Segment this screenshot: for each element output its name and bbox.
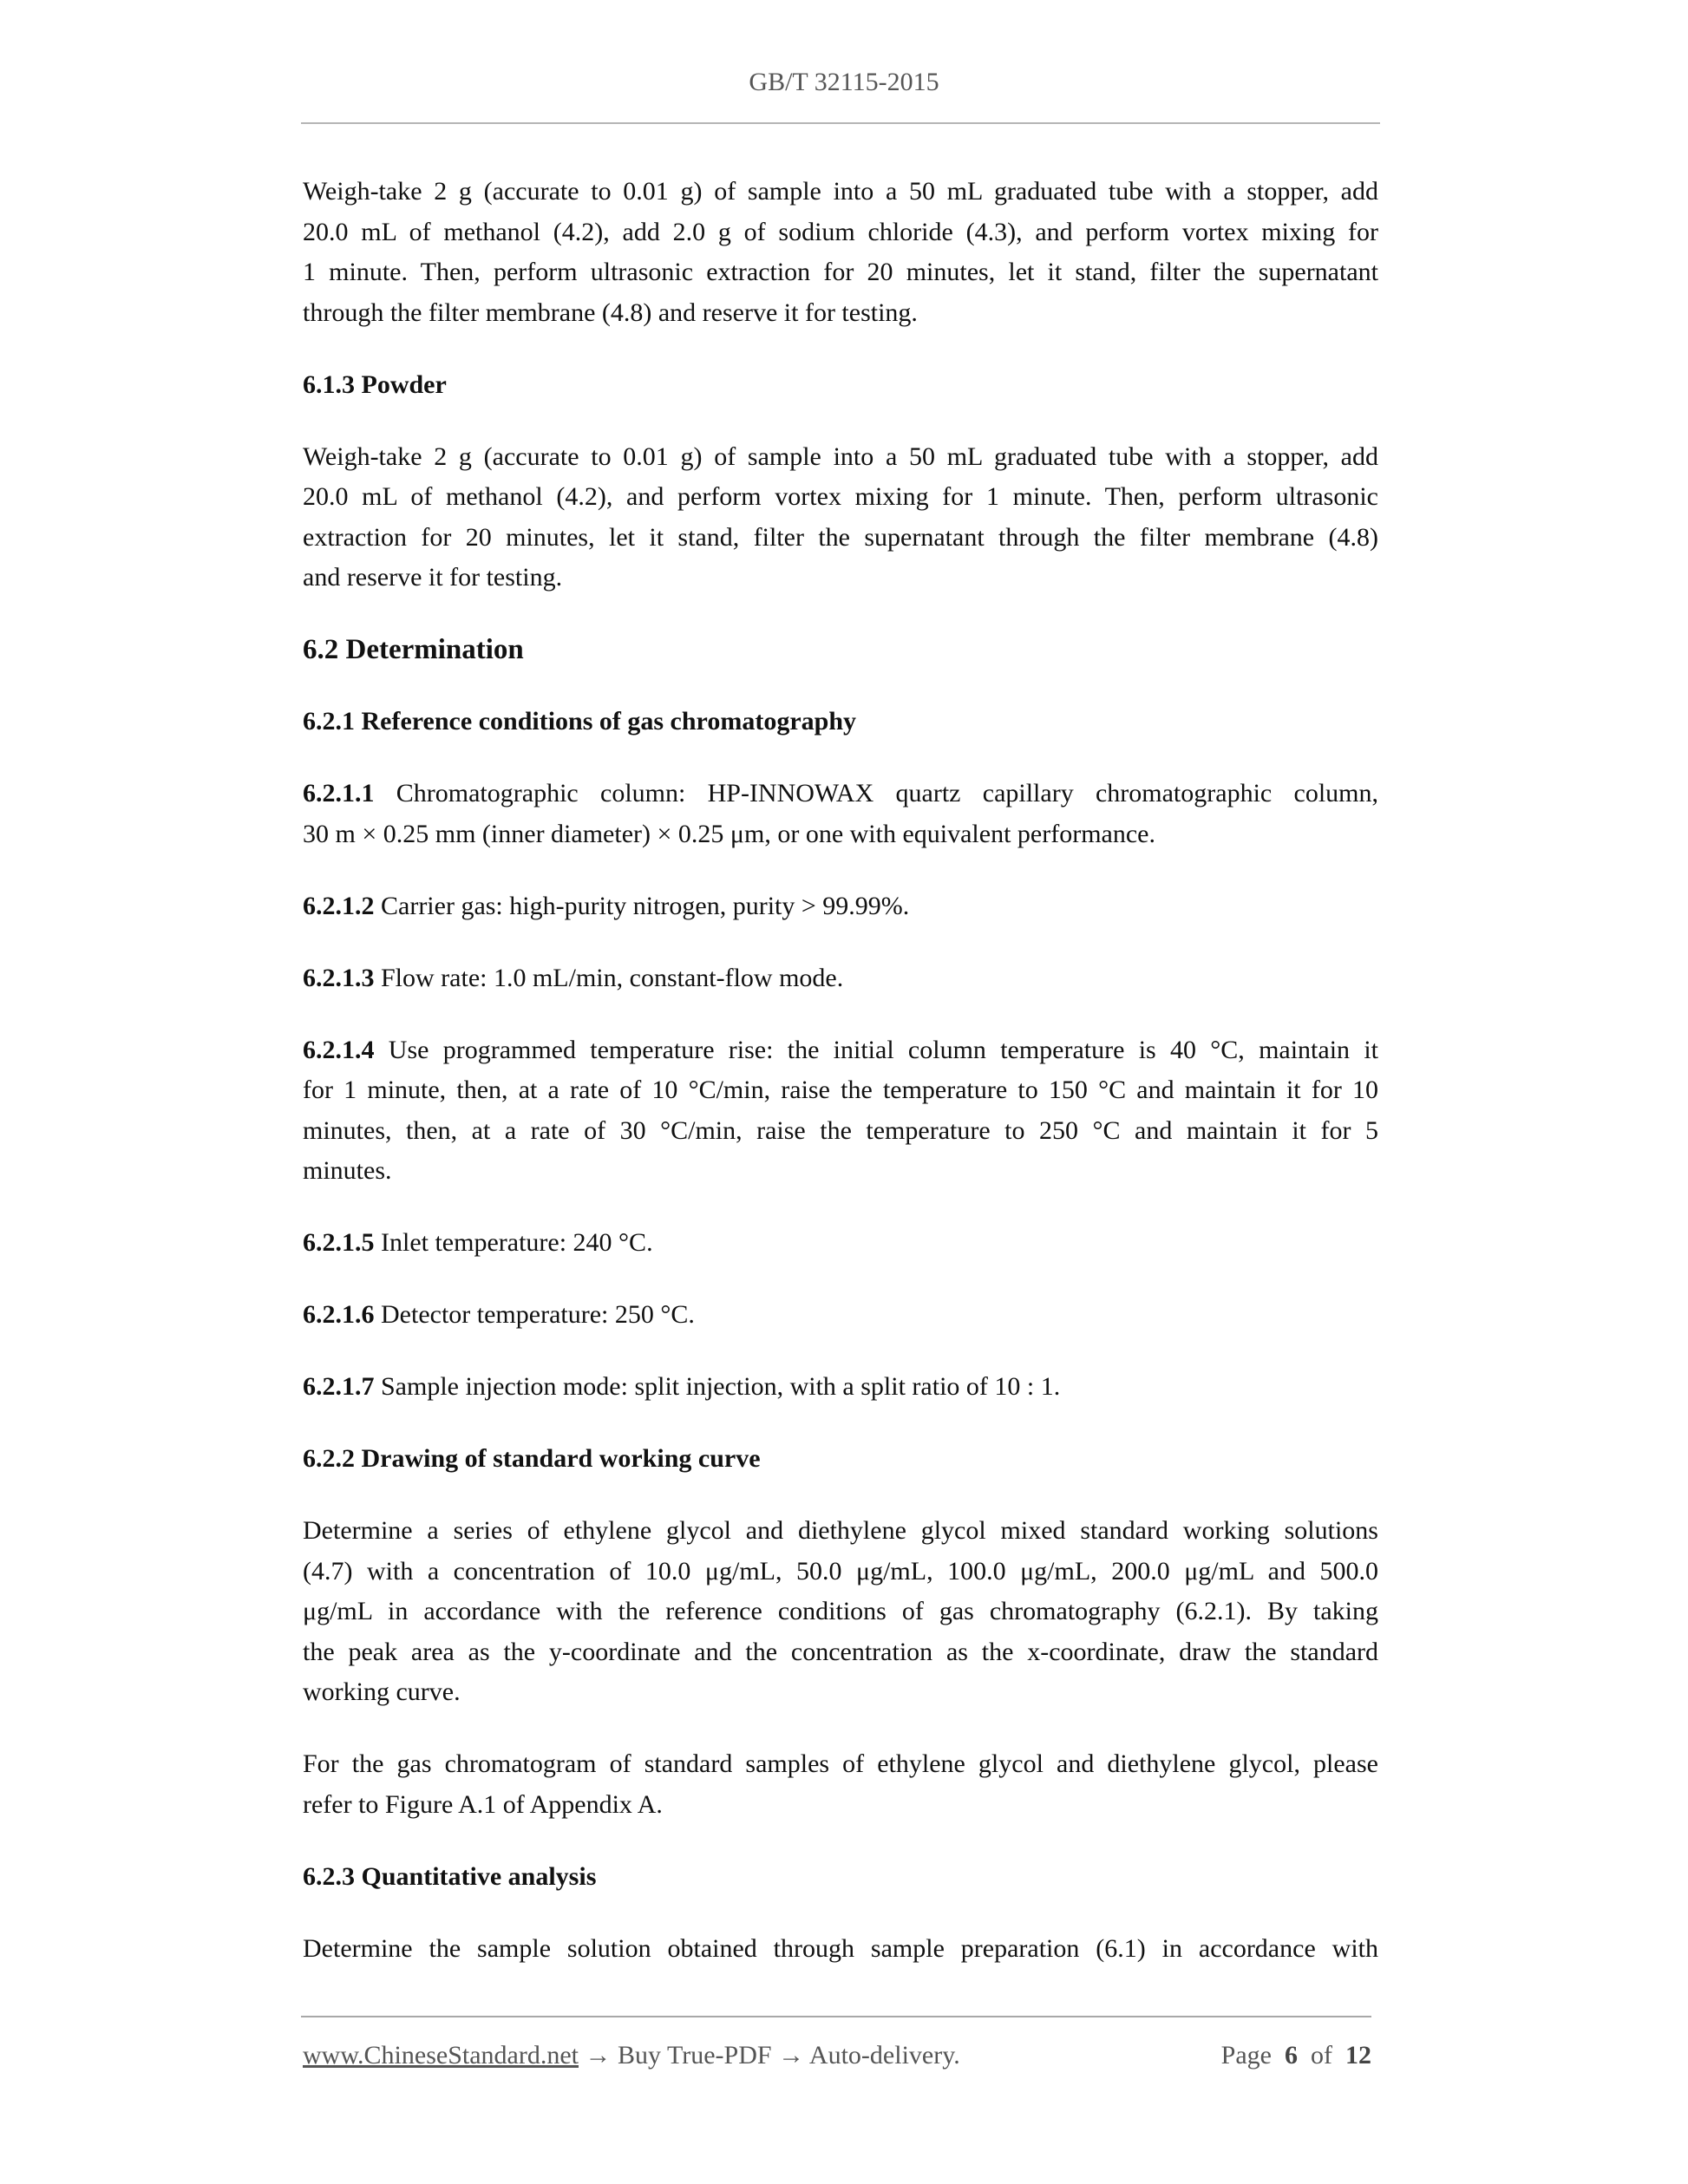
section-heading: 6.2.2 Drawing of standard working curve [303, 1444, 761, 1473]
clause-number: 6.2.1.6 [303, 1300, 375, 1329]
text-line: the peak area as the y-coordinate and the concentration as the x-coordinate, draw the standard [303, 1637, 1378, 1666]
clause-number: 6.2.1.2 [303, 891, 375, 920]
buy-text: Buy True-PDF [611, 2041, 779, 2070]
clause-paragraph [303, 1367, 1378, 1408]
footer [303, 2038, 1371, 2073]
text-line [303, 958, 1378, 999]
text-line: (4.7) with a concentration of 10.0 μg/mL, 50.0 μg/mL, 100.0 μg/mL, 200.0 μg/mL and 500.0 [303, 1556, 1378, 1586]
text-line [303, 1367, 1378, 1408]
clause-text: Flow rate: 1.0 mL/min, constant-flow mode. [374, 963, 844, 992]
text-line: working curve. [303, 1677, 461, 1706]
page-total: 12 [1345, 2041, 1371, 2070]
text-line: 20.0 mL of methanol (4.2), add 2.0 g of sodium chloride (4.3), and perform vortex mixing for [303, 217, 1378, 246]
text-line [303, 1223, 1378, 1264]
text-line: for 1 minute, then, at a rate of 10 °C/min, raise the temperature to 150 °C and maintain it for 10 [303, 1076, 1378, 1104]
header-divider [301, 122, 1380, 124]
text-line: Determine a series of ethylene glycol and diethylene glycol mixed standard working solutions [303, 1516, 1378, 1545]
text-line: Determine the sample solution obtained through sample preparation (6.1) in accordance with [303, 1933, 1378, 1963]
text-line: 30 m × 0.25 mm (inner diameter) × 0.25 μm, or one with equivalent performance. [303, 819, 1155, 848]
text-line: refer to Figure A.1 of Appendix A. [303, 1789, 663, 1819]
text-line: through the filter membrane (4.8) and reserve it for testing. [303, 298, 918, 327]
text-line: and reserve it for testing. [303, 563, 563, 592]
paragraph [303, 1744, 1378, 1825]
text-line [303, 1295, 1378, 1336]
paragraph [303, 172, 1378, 333]
paragraph [303, 1929, 1378, 1970]
clause-text: Detector temperature: 250 °C. [374, 1300, 695, 1329]
document-body [303, 172, 1378, 2001]
of-word: of [1311, 2041, 1332, 2070]
clause-paragraph [303, 1223, 1378, 1264]
text-line: 20.0 mL of methanol (4.2), and perform vortex mixing for 1 minute. Then, perform ultrasonic [303, 482, 1378, 511]
arrow-icon: → [585, 2041, 612, 2070]
clause-number: 6.2.1.4 [303, 1035, 375, 1064]
page-word: Page [1220, 2041, 1272, 2070]
clause-text: Inlet temperature: 240 °C. [374, 1228, 653, 1257]
page-current: 6 [1285, 2041, 1298, 2070]
section-heading: 6.1.3 Powder [303, 369, 447, 399]
text-line: μg/mL in accordance with the reference conditions of gas chromatography (6.2.1). By taking [303, 1597, 1378, 1625]
section-heading: 6.2.3 Quantitative analysis [303, 1861, 597, 1891]
clause-text: Use programmed temperature rise: the initial column temperature is 40 °C, maintain it [374, 1035, 1378, 1064]
paragraph [303, 437, 1378, 598]
clause-paragraph [303, 958, 1378, 999]
text-line: minutes. [303, 1156, 392, 1185]
text-line [303, 774, 1378, 814]
clause-text: Carrier gas: high-purity nitrogen, purity > 99.99%. [374, 891, 910, 920]
text-line [303, 1030, 1378, 1071]
clause-paragraph [303, 774, 1378, 854]
section-heading: 6.2.1 Reference conditions of gas chromatography [303, 707, 856, 736]
clause-number: 6.2.1.7 [303, 1372, 375, 1401]
running-header: GB/T 32115-2015 [749, 68, 939, 96]
text-line: extraction for 20 minutes, let it stand, filter the supernatant through the filter membrane (4.8) [303, 522, 1378, 552]
text-line: minutes, then, at a rate of 30 °C/min, raise the temperature to 250 °C and maintain it for 5 [303, 1115, 1378, 1145]
clause-paragraph [303, 1030, 1378, 1192]
clause-paragraph [303, 1295, 1378, 1336]
clause-number: 6.2.1.3 [303, 963, 375, 992]
page-indicator [1221, 2038, 1371, 2073]
section-heading: 6.2 Determination [303, 634, 524, 665]
text-line: Weigh-take 2 g (accurate to 0.01 g) of sample into a 50 mL graduated tube with a stopper, add [303, 177, 1378, 206]
clause-number: 6.2.1.5 [303, 1228, 375, 1257]
clause-number: 6.2.1.1 [303, 779, 375, 808]
arrow-icon: → [778, 2041, 805, 2070]
text-line: Weigh-take 2 g (accurate to 0.01 g) of sample into a 50 mL graduated tube with a stopper, add [303, 441, 1378, 471]
footer-divider [301, 2016, 1371, 2017]
website-link[interactable]: www.ChineseStandard.net [303, 2041, 579, 2070]
clause-text: Sample injection mode: split injection, with a split ratio of 10 : 1. [374, 1372, 1061, 1401]
text-line: 1 minute. Then, perform ultrasonic extraction for 20 minutes, let it stand, filter the supernatant [303, 258, 1378, 286]
paragraph [303, 1511, 1378, 1713]
text-line: For the gas chromatogram of standard samples of ethylene glycol and diethylene glycol, please [303, 1749, 1378, 1778]
clause-paragraph [303, 886, 1378, 927]
text-line [303, 886, 1378, 927]
clause-text: Chromatographic column: HP-INNOWAX quartz capillary chromatographic column, [374, 779, 1378, 808]
delivery-text: Auto-delivery. [804, 2041, 960, 2070]
